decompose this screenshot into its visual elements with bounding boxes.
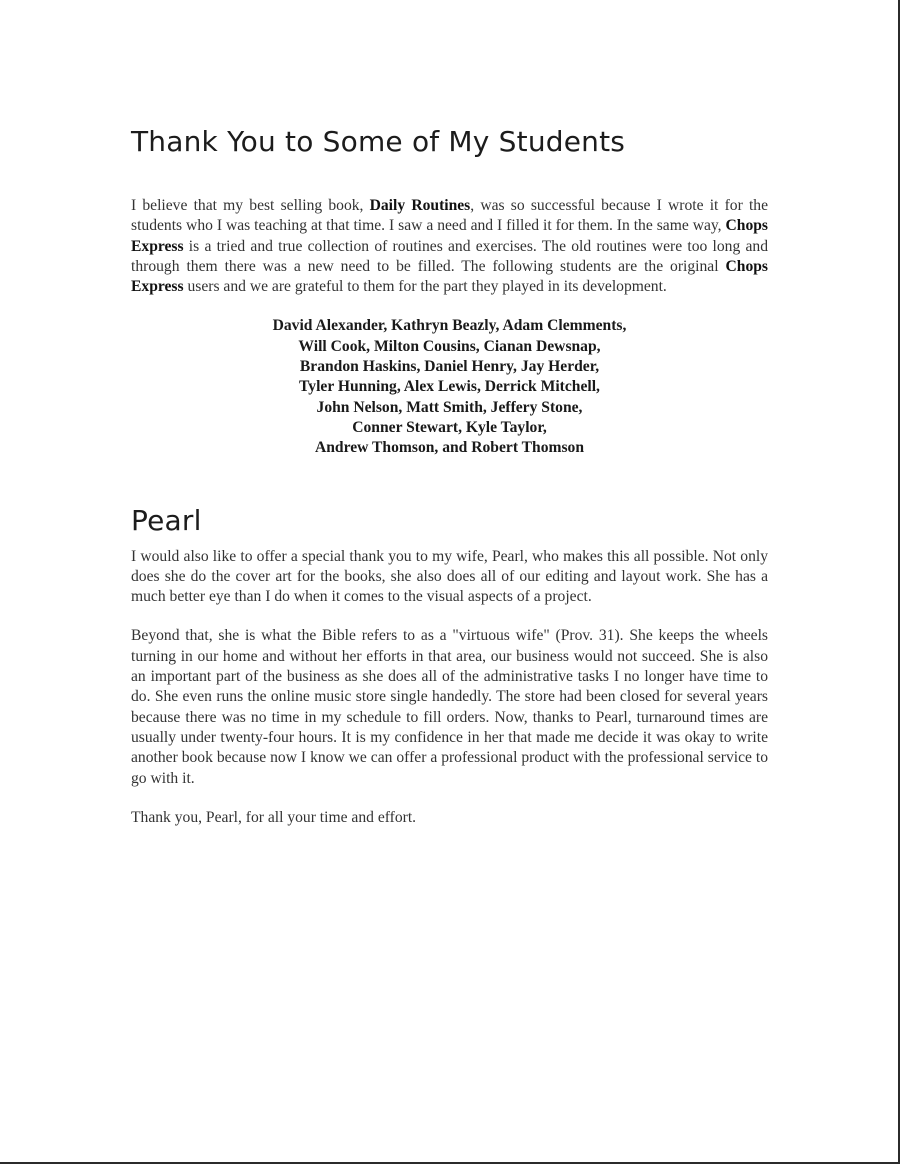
intro-text-3: is a tried and true collection of routines and exercises. The old routines were too long and through them there was a new need to be filled. The following students are the original bbox=[131, 237, 768, 275]
pearl-paragraph-2: Beyond that, she is what the Bible refers to as a "virtuous wife" (Prov. 31). She keeps the wheels turning in our home and without her efforts in that area, our business would not succeed. She is also an important part of the business as she does all of the administrative tasks I no longer have time to do. She even runs the online music store single handedly. The store had been closed for several years because there was no time in my schedule to fill orders. Now, thanks to Pearl, turnaround times are usually under twenty-four hours. It is my confidence in her that made me decide it was okay to write another book because now I know we can offer a professional product with the professional service to go with it. bbox=[131, 627, 768, 787]
names-line: Tyler Hunning, Alex Lewis, Derrick Mitchell, bbox=[299, 378, 600, 396]
student-names-list bbox=[131, 316, 768, 458]
page-content bbox=[131, 122, 768, 828]
intro-text-1: I believe that my best selling book, bbox=[131, 197, 370, 214]
names-line: Will Cook, Milton Cousins, Cianan Dewsnap, bbox=[298, 337, 601, 355]
intro-text-2: , was so successful because I wrote it for the students who I was teaching at that time. I saw a need and I filled it for them. In the same way, bbox=[131, 197, 768, 235]
book-title-chops-express-2: Chops Express bbox=[131, 257, 768, 296]
students-intro-paragraph bbox=[131, 196, 768, 297]
students-heading: Thank You to Some of My Students bbox=[131, 125, 626, 158]
names-line: Brandon Haskins, Daniel Henry, Jay Herder, bbox=[299, 358, 600, 376]
book-title-daily-routines: Daily Routines bbox=[369, 197, 471, 214]
book-title-chops-express: Chops Express bbox=[131, 217, 768, 255]
intro-text-4: users and we are grateful to them for the part they played in its development. bbox=[183, 278, 667, 296]
pearl-paragraph-3: Thank you, Pearl, for all your time and effort. bbox=[131, 808, 417, 826]
names-line: David Alexander, Kathryn Beazly, Adam Clemments, bbox=[272, 317, 627, 335]
names-line: Andrew Thomson, and Robert Thomson bbox=[314, 439, 585, 457]
pearl-paragraph-1: I would also like to offer a special thank you to my wife, Pearl, who makes this all possible. Not only does she do the cover art for the books, she also does all of our editing and layout work. She has a much better eye than I do when it comes to the visual aspects of a project. bbox=[131, 547, 768, 606]
pearl-heading: Pearl bbox=[131, 503, 202, 537]
names-line: Conner Stewart, Kyle Taylor, bbox=[352, 418, 547, 436]
names-line: John Nelson, Matt Smith, Jeffery Stone, bbox=[316, 398, 583, 416]
